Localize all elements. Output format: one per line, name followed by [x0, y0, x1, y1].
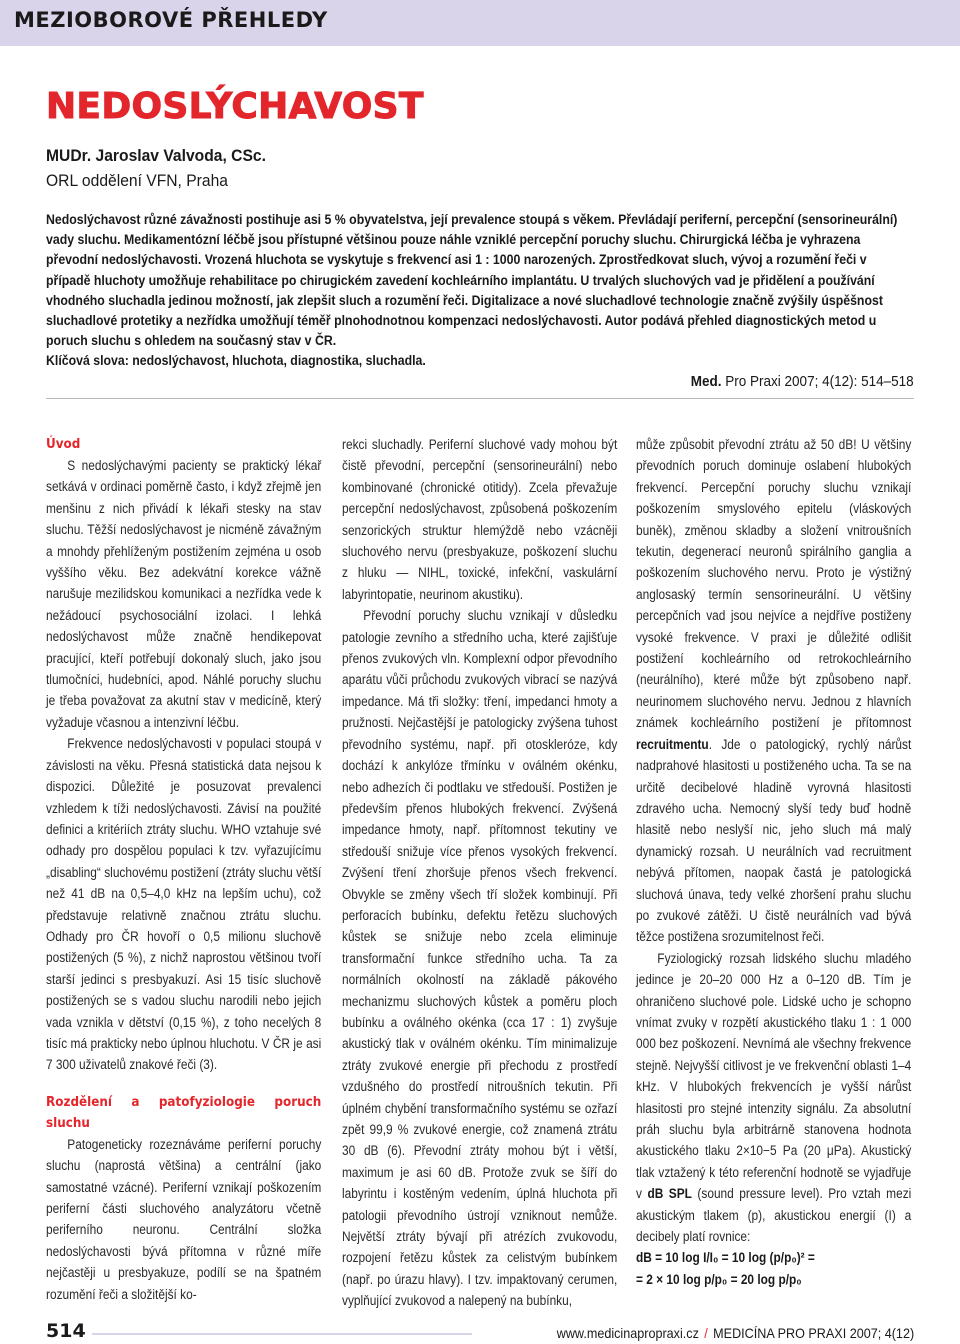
article-affiliation: ORL oddělení VFN, Praha: [46, 171, 228, 190]
header-bar: [0, 0, 960, 46]
formula: [636, 1247, 911, 1291]
column-1: [46, 434, 321, 1305]
paragraph: [636, 948, 911, 1248]
citation-details: Pro Praxi 2007; 4(12): 514–518: [725, 373, 914, 390]
paragraph-text: Fyziologický rozsah lidského sluchu mladého jedince je 20–20 000 Hz a 0–120 dB. Tím je ohraničeno sluchové pole. Lidské ucho je schopno vnímat zvuky v rozpětí akustického tlaku 1 : 1 000 000 bez poškození. Nevnímá ale všechny frekvence stejně. Nejvyšší citlivost je ve frekvenční oblasti 1–4 kHz. V hlubokých frekvencích je vyšší nárůst hlasitosti pro stejné intenzity signálu. Za absolutní práh sluchu byla arbitrárně stanovena hodnota akustického tlaku 2×10−5 Pa (20 μPa). Akustický tlak vztažený k této referenční hodnotě se vyjadřuje v: [636, 950, 912, 1202]
divider: [46, 398, 914, 399]
column-3: [636, 434, 911, 1291]
paragraph: Patogeneticky rozeznáváme periferní poruchy sluchu (naprostá většina) a centrální (jako samostatné vzácné). Periferní vznikají poškozením periferní části sluchového analyzátoru včetně periferního neuronu. Centrální složka nedoslýchavosti bývá přítomna v různé míře nejčastěji u presbyakuze, podílí se na špatném rozumění řeči a složitější ko-: [46, 1136, 322, 1302]
formula-line-1: dB = 10 log I/I₀ = 10 log (p/p₀)² =: [636, 1250, 815, 1266]
paragraph: [636, 434, 911, 948]
footer-bar: [92, 1333, 472, 1335]
citation-journal: Med.: [691, 373, 722, 390]
paragraph-text: může způsobit převodní ztrátu až 50 dB! U většiny převodních poruch dominuje oslabení hlubokých frekvencí. Percepční poruchy sluchu vznikají poškozením smyslového epitelu (vláskových buněk), změnou skladby a složení vnitroušních tekutin, degenerací neuronů spirálního ganglia a poškozením sluchového nervu. Proto je výstižný anglosaský termín sensorineurální. U většiny percepčních vad jsou nejvíce a nejdříve postiženy vysoké frekvence. V praxi je důležité odlišit postižení kochleárního od retrokochleárního (neurálního), které může být způsobeno např. neurinomem sluchového nervu. Jednou z hlavních známek kochleárního postižení je přítomnost: [636, 437, 912, 731]
abstract-text: Nedoslýchavost různé závažnosti postihuje asi 5 % obyvatelstva, její prevalence stoupá s věkem. Převládají periferní, percepční (sensorineurální) vady sluchu. Medikamentózní léčbě jsou přístupné většinou pouze náhle vzniklé percepční poruchy sluchu. Chirurgická léčba je vyhrazena převodní nedoslýchavosti. Vrozená hluchota se vyskytuje s frekvencí asi 1 : 1000 narozených. Zprostředkovat sluch, vývoj a rozumění řeči v případě hluchoty umožňuje rehabilitace po chirugickém zavedení kochleárního implantátu. U trvalých sluchových vad je přidělení a používání vhodného sluchadla jedinou možností, jak zlepšit sluch a rozumění řeči. Digitalizace a nové sluchadlové technologie značně zvýšily úspěšnost sluchadlové protetiky a nezřídka umožňují téměř plnohodnotnou kompenzaci nedoslýchavosti. Autor podává přehled diagnostických metod u poruch sluchu s ohledem na současný stav v ČR.: [46, 212, 898, 350]
article-title: NEDOSLÝCHAVOST: [46, 86, 424, 127]
paragraph-text: . Jde o patologický, rychlý nárůst nadprahové hlasitosti u postiženého ucha. Ta se na určitě decibelové hladině vyrovná hlasitosti zdravého ucha. Nemocný slyší tedy buď hodně hlasitě nebo neslyší nic, jeho sluch má malý dynamický rozsah. U neurálních vad recruitment nebývá přítomen, naopak častá je patologická sluchová únava, tedy velké zhoršení prahu sluchu po zvukové zátěži. U čistě neurálních vad bývá těžce postižena srozumitelnost řeči.: [636, 736, 912, 945]
paragraph: Převodní poruchy sluchu vznikají v důsledku patologie zevního a středního ucha, které zajišťuje přenos zvukových vln. Komplexní odpor převodního aparátu vůči průchodu zvukových vibrací se nazývá impedance. Má tři složky: tření, impedanci hmoty a pružnosti. Nejčastější je patologicky zvýšena tuhost převodního systému, např. při otoskleróze, kdy dochází k ankylóze třmínku v oválném okénku, nebo adhezích či podtlaku ve středouší. Postižen je především přenos hlubokých frekvencí. Zvýšená impedance hmoty, např. přítomnost tekutiny ve středouší snižuje více přenos vysokých frekvencí. Zvýšení tření zhoršuje přenos všech frekvencí. Obvykle se změny všech tří složek kombinují. Při perforacích bubínku, defektu řetězu sluchových kůstek se snižuje nebo zcela eliminuje transformační funkce středního ucha. Ta za normálních okolností na základě pákového mechanizmu sluchových kůstek a poměru ploch bubínku a oválného okénka (cca 17 : 1) zvyšuje akustický tlak v oválném okénku. Tím minimalizuje ztráty zvukové energie při přechodu z prostředí vzdušného do prostředí nitroušních tekutin. Při úplném chybění transformačního systému se ozřazí zpět 99,9 % zvukové energie, což znamená ztrátu 30 dB (6). Převodní ztráty mohou být i větší, maximum je asi 60 dB. Protože zvuk se šíří do labyrintu i kostěným vedením, úplná hluchota při patologii převodního ústrojí vzniknout nemůže. Největší ztráty bývají při atrézích zvukovodu, rozpojení řetězu kůstek za celistvým bubínkem (např. po úrazu hlavy). I tzv. impaktovaný cerumen, vyplňující zvukovod a nalepený na bubínku,: [342, 608, 618, 1309]
section-label: MEZIOBOROVÉ PŘEHLEDY: [14, 8, 328, 32]
formula-line-2: = 2 × 10 log p/p₀ = 20 log p/p₀: [636, 1272, 802, 1288]
footer-info: [557, 1325, 914, 1341]
page-number: 514: [46, 1320, 86, 1342]
term-recruitment: recruitmentu: [636, 736, 709, 752]
paragraph: rekci sluchadly. Periferní sluchové vady mohou být čistě převodní, percepční (sensorineurální) nebo kombinované (chronické otitidy). Zcela převažuje percepční nedoslýchavost, způsobená poškozením senzorických struktur hlemýždě nebo vzácněji sluchového nervu (presbyakuze, poškození sluchu z hluku — NIHL, toxické, infekční, vaskulární labyrintopatie, neurinom akustiku).: [342, 437, 618, 602]
footer-separator: /: [704, 1325, 708, 1341]
paragraph: S nedoslýchavými pacienty se praktický lékař setkává v ordinaci poměrně často, i když zřejmě jen menšinu z nich přivádí k lékaři stesky na stav sluchu. Těžší nedoslýchavost je nicméně závažným a mnohdy přehlíženým postižením zejména u osob vyššího věku. Bez adekvátní korekce vážně narušuje mezilidskou komunikaci a nezřídka vede k nežádoucí psychosociální izolaci. I lehká nedoslýchavost může značně hendikepovat pracující, kteří potřebují dokonalý sluch, jako jsou tlumočníci, hudebníci, apod. Náhlé poruchy sluchu je třeba považovat za akutní stav v medicíně, který vyžaduje včasnou a intenzivní léčbu.: [46, 458, 322, 730]
footer-journal: MEDICÍNA PRO PRAXI 2007; 4(12): [713, 1325, 914, 1341]
heading-uvod: Úvod: [46, 436, 81, 452]
heading-rozdeleni: Rozdělení a patofyziologie poruch sluchu: [46, 1093, 322, 1131]
article-author: MUDr. Jaroslav Valvoda, CSc.: [46, 146, 266, 165]
paragraph: Frekvence nedoslýchavosti v populaci stoupá v závislosti na věku. Přesná statistická data nejsou k dispozici. Důležité je posuzovat prevalenci vzhledem k tíži nedoslýchavosti. Závisí na použité definici a kritériích ztráty sluchu. WHO vztahuje své odhady pro dospělou populaci k tzv. vyřazujícímu „disabling“ sluchovému postižení (ztráty sluchu větší než 41 dB na 0,5–4,0 kHz na lepším uchu), což představuje relativně značnou ztrátu sluchu. Odhady pro ČR hovoří o 0,5 milionu sluchově postižených (5 %), z nichž naprostou většinou tvoří starší jedinci s presbyakuzí. Asi 15 tisíc sluchově postižených se s vadou sluchu narodili nebo jejich vada vznikla v dětství (0,15 %), z toho necelých 8 tisíc má prakticky nebo úplnou hluchotu. V ČR je asi 7 300 uživatelů znakové řeči (3).: [46, 736, 322, 1073]
term-db-spl: dB SPL: [647, 1186, 692, 1202]
keywords: Klíčová slova: nedoslýchavost, hluchota, diagnostika, sluchadla.: [46, 353, 426, 370]
citation: [691, 373, 914, 390]
column-2: [342, 434, 617, 1312]
paragraph-text: (sound pressure level). Pro vztah mezi akustickým tlakem (p), akustickou energií (I) a decibely platí rovnice:: [636, 1186, 912, 1245]
abstract: [46, 210, 914, 372]
footer-url[interactable]: www.medicinapropraxi.cz: [556, 1325, 699, 1341]
